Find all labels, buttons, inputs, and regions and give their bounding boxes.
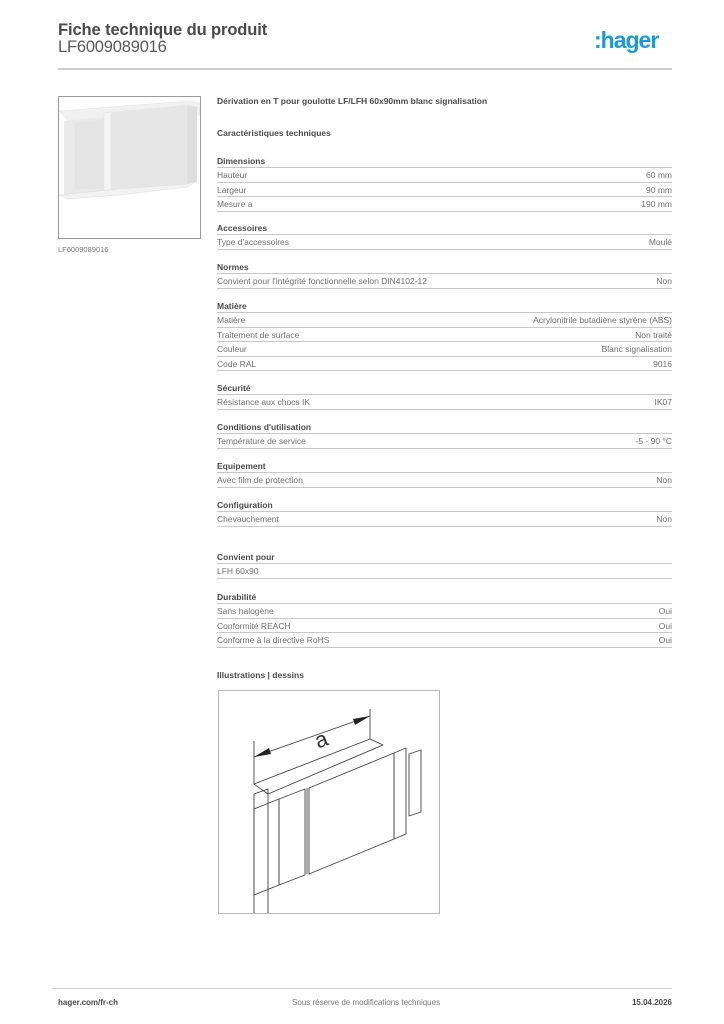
table-row [217, 168, 672, 183]
row-label: Résistance aux chocs IK [217, 397, 311, 407]
row-value: Non [656, 514, 672, 524]
row-value: 90 mm [646, 184, 672, 195]
table-row [217, 473, 672, 488]
row-label: Conformité REACH [217, 620, 291, 631]
table-row [217, 395, 672, 410]
t-junction-drawing-icon [219, 691, 439, 913]
row-value: Blanc signalisation [601, 344, 672, 354]
technical-drawing [218, 690, 440, 914]
table-row [217, 274, 672, 289]
group-convient-pour [217, 551, 672, 579]
group-title: Matière [217, 300, 672, 313]
table-row [217, 604, 672, 619]
group-title: Accessoires [217, 222, 672, 235]
row-label: Chevauchement [217, 514, 279, 524]
group-title: Equipement [217, 460, 672, 473]
table-row [217, 197, 672, 212]
product-photo [58, 96, 201, 239]
table-row [217, 564, 672, 579]
row-label: Matière [217, 315, 246, 325]
table-row [217, 633, 672, 648]
row-label: Conforme à la directive RoHS [217, 635, 330, 645]
header-divider [58, 68, 672, 70]
table-row [217, 328, 672, 343]
row-value: 9016 [653, 358, 672, 369]
group-conditions-utilisation [217, 421, 672, 449]
table-row [217, 235, 672, 250]
hager-logo [594, 27, 658, 54]
table-row [217, 434, 672, 449]
group-title: Conditions d'utilisation [217, 421, 672, 434]
row-label: Type d'accessoires [217, 237, 290, 247]
row-value: Non traité [635, 329, 672, 340]
group-normes [217, 261, 672, 289]
table-row [217, 313, 672, 328]
group-title: Configuration [217, 499, 672, 512]
row-value: -5 - 90 °C [635, 436, 672, 446]
group-title: Convient pour [217, 551, 672, 564]
row-label: Température de service [217, 436, 306, 446]
row-label: Traitement de surface [217, 329, 300, 340]
row-value: IK07 [654, 397, 672, 407]
group-title: Durabilité [217, 591, 672, 604]
group-accessoires [217, 222, 672, 250]
table-row [217, 619, 672, 634]
group-equipement [217, 460, 672, 488]
row-value: Non [656, 276, 672, 286]
row-value: Oui [658, 635, 672, 645]
row-label: Largeur [217, 184, 247, 195]
row-value: Oui [658, 620, 672, 631]
row-value: Oui [658, 606, 672, 616]
t-junction-photo-icon [59, 97, 200, 238]
group-configuration [217, 499, 672, 527]
footer-date: 15.04.2026 [631, 998, 672, 1007]
document-title: Fiche technique du produit [58, 21, 268, 39]
footer-notice: Sous réserve de modifications techniques [292, 998, 441, 1007]
row-label: Couleur [217, 344, 247, 354]
dimension-label: a [311, 725, 332, 754]
row-value: Acrylonitrile butadiène styrène (ABS) [533, 315, 672, 325]
logo-colon-icon: : [594, 27, 601, 53]
row-label: Avec film de protection [217, 475, 303, 485]
row-label: Hauteur [217, 170, 248, 180]
illustrations-title: Illustrations | dessins [217, 670, 304, 680]
product-description: Dérivation en T pour goulotte LF/LFH 60x90mm blanc signalisation [217, 96, 488, 106]
row-label: Mesure a [217, 199, 253, 209]
group-title: Sécurité [217, 382, 672, 395]
row-value: 60 mm [646, 170, 672, 180]
section-heading: Caractéristiques techniques [217, 128, 331, 138]
main-content [217, 95, 672, 140]
group-title: Dimensions [217, 155, 672, 168]
table-row [217, 357, 672, 372]
table-row [217, 183, 672, 198]
footer-website-link[interactable]: hager.com/fr-ch [58, 998, 119, 1007]
row-value: Moulé [648, 237, 672, 247]
group-dimensions [217, 155, 672, 212]
row-label: Sans halogène [217, 606, 274, 616]
row-label: Convient pour l'intégrité fonctionnelle selon DIN4102-12 [217, 276, 428, 286]
product-photo-caption: LF6009089016 [58, 245, 109, 254]
logo-text: hager [600, 27, 659, 53]
group-securite [217, 382, 672, 410]
row-label: LFH 60x90 [217, 566, 259, 576]
row-value: 190 mm [641, 199, 672, 209]
row-value: Non [656, 475, 672, 485]
table-row [217, 512, 672, 527]
group-title: Normes [217, 261, 672, 274]
footer-divider [52, 988, 672, 989]
table-row [217, 342, 672, 357]
group-matiere [217, 300, 672, 371]
group-durabilite [217, 591, 672, 648]
row-label: Code RAL [217, 358, 257, 369]
product-reference: LF6009089016 [58, 38, 167, 56]
